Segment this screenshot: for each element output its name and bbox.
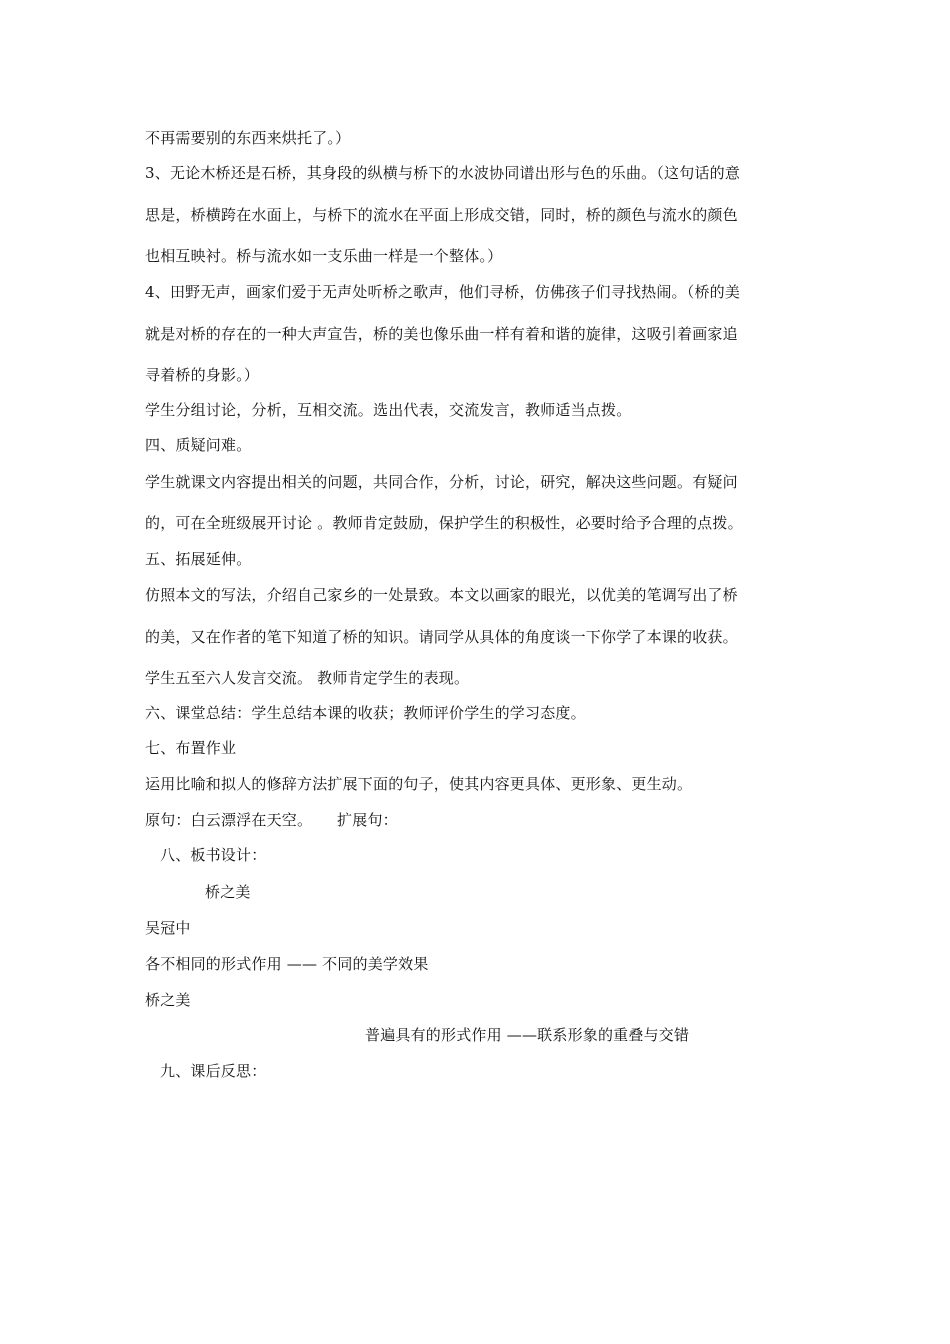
board-author: 吴冠中: [145, 919, 191, 937]
board-line: 普遍具有的形式作用 ——联系形象的重叠与交错: [365, 1026, 690, 1044]
paragraph-line: 不再需要别的东西来烘托了。）: [145, 129, 351, 147]
section-heading: 六、课堂总结：学生总结本课的收获；教师评价学生的学习态度。: [145, 704, 586, 722]
section-heading: 四、质疑问难。: [145, 436, 252, 454]
paragraph-line: 寻着桥的身影。）: [145, 366, 260, 384]
board-line: 各不相同的形式作用 —— 不同的美学效果: [145, 955, 429, 973]
section-heading: 九、课后反思：: [160, 1062, 267, 1080]
paragraph-line: 就是对桥的存在的一种大声宣告，桥的美也像乐曲一样有着和谐的旋律，这吸引着画家追: [145, 325, 738, 343]
paragraph-line: 仿照本文的写法，介绍自己家乡的一处景致。本文以画家的眼光，以优美的笔调写出了桥: [145, 586, 738, 604]
paragraph-line: 学生就课文内容提出相关的问题，共同合作，分析，讨论，研究，解决这些问题。有疑问: [145, 473, 738, 491]
paragraph-line: 也相互映衬。桥与流水如一支乐曲一样是一个整体。）: [145, 247, 503, 265]
section-heading: 八、板书设计：: [160, 846, 267, 864]
board-title: 桥之美: [205, 883, 251, 901]
paragraph-line: 原句：白云漂浮在天空。 扩展句：: [145, 811, 398, 829]
paragraph-line: 3、无论木桥还是石桥，其身段的纵横与桥下的水波协同谱出形与色的乐曲。（这句话的意: [145, 164, 741, 182]
paragraph-line: 思是，桥横跨在水面上，与桥下的流水在平面上形成交错，同时，桥的颜色与流水的颜色: [145, 206, 738, 224]
paragraph-line: 学生分组讨论，分析，互相交流。选出代表，交流发言，教师适当点拨。: [145, 401, 632, 419]
board-line: 桥之美: [145, 991, 191, 1009]
paragraph-line: 学生五至六人发言交流。 教师肯定学生的表现。: [145, 669, 470, 687]
paragraph-line: 4、田野无声，画家们爱于无声处听桥之歌声，他们寻桥，仿佛孩子们寻找热闹。（桥的美: [145, 283, 741, 301]
paragraph-line: 的美，又在作者的笔下知道了桥的知识。请同学从具体的角度谈一下你学了本课的收获。: [145, 628, 738, 646]
section-heading: 五、拓展延伸。: [145, 550, 252, 568]
paragraph-line: 的，可在全班级展开讨论 。教师肯定鼓励，保护学生的积极性，必要时给予合理的点拨。: [145, 514, 743, 532]
paragraph-line: 运用比喻和拟人的修辞方法扩展下面的句子，使其内容更具体、更形象、更生动。: [145, 775, 693, 793]
section-heading: 七、布置作业: [145, 739, 237, 757]
